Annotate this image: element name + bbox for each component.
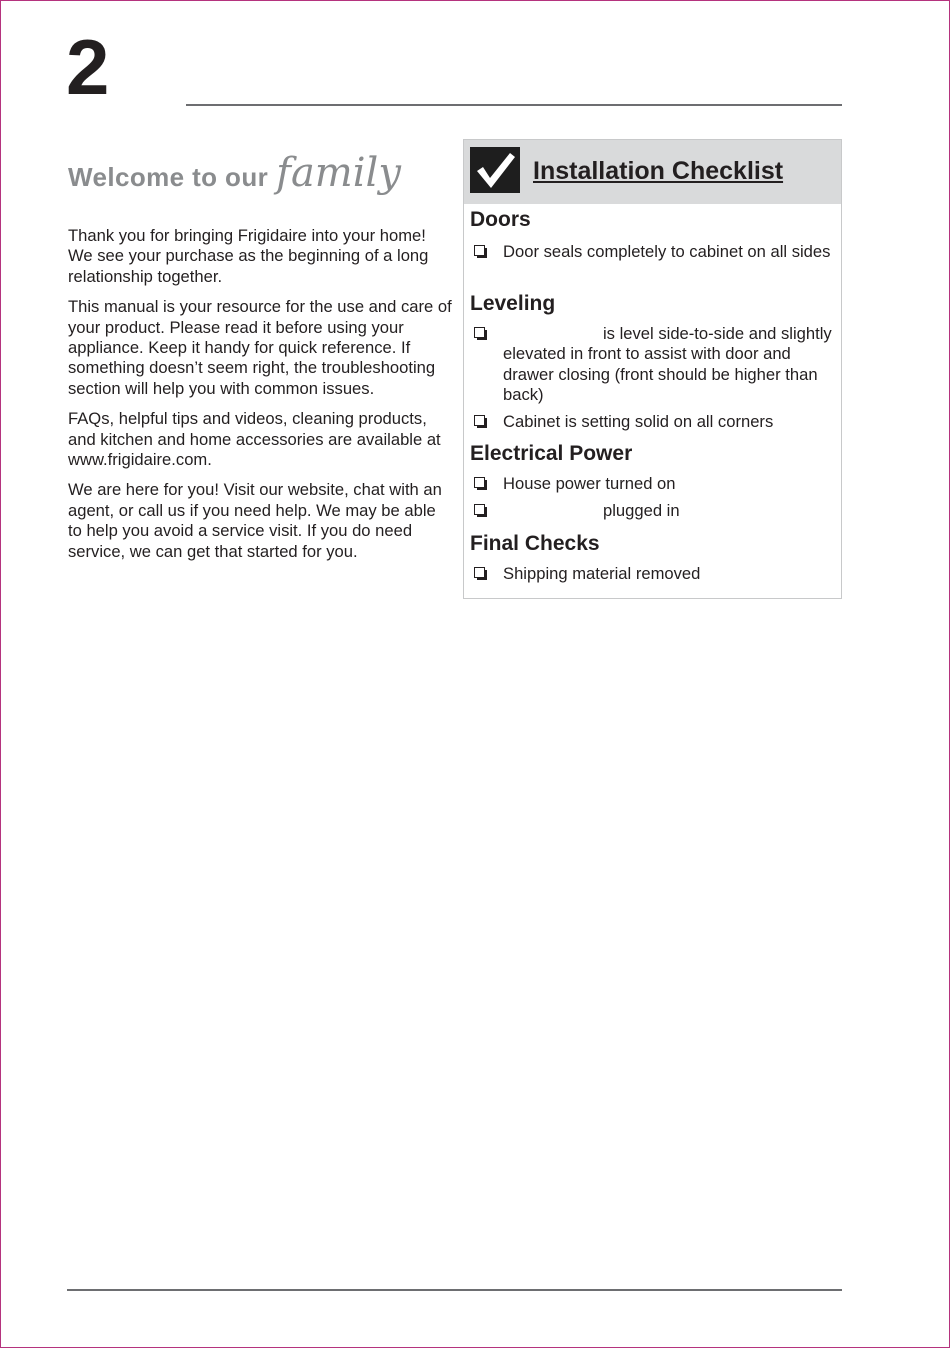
bottom-divider	[67, 1289, 842, 1291]
intro-text	[68, 226, 453, 572]
checklist-title: Installation Checklist	[533, 157, 784, 185]
section-heading-doors: Doors	[470, 208, 531, 231]
intro-paragraph: We are here for you! Visit our website, chat with an agent, or call us if you need help. We may be able to help you avoid a service visit. If you do need service, we can get that started for you.	[68, 480, 442, 561]
checklist-header	[464, 140, 841, 204]
checkbox-icon	[474, 415, 485, 426]
installation-checklist	[463, 139, 842, 599]
checkmark-icon	[470, 147, 520, 193]
checklist-item: House power turned on	[474, 474, 836, 494]
intro-paragraph: Thank you for bringing Frigidaire into your home! We see your purchase as the beginning of a long relationship together.	[68, 226, 429, 286]
intro-paragraph: This manual is your resource for the use and care of your product. Please read it before using your appliance. Keep it handy for quick reference. If something doesn’t seem right, the troubleshooting section will help you with common issues.	[68, 297, 452, 398]
section-heading-leveling: Leveling	[470, 292, 556, 315]
welcome-heading	[68, 150, 401, 220]
checkbox-icon	[474, 504, 485, 515]
welcome-script: family	[276, 150, 401, 196]
checkbox-icon	[474, 327, 485, 338]
welcome-lead: Welcome to our	[68, 162, 269, 192]
top-divider	[186, 104, 842, 106]
section-heading-electrical-power: Electrical Power	[470, 442, 633, 465]
checkbox-icon	[474, 477, 485, 488]
page-number: 2	[66, 23, 110, 111]
checklist-item: Shipping material removed	[474, 564, 836, 584]
checklist-item: Door seals completely to cabinet on all sides	[474, 242, 836, 262]
checklist-item: is level side-to-side and slightly elevated in front to assist with door and drawer closing (front should be higher than back)	[474, 324, 836, 406]
checkbox-icon	[474, 567, 485, 578]
intro-paragraph: FAQs, helpful tips and videos, cleaning products, and kitchen and home accessories are available at www.frigidaire.com.	[68, 409, 441, 470]
checklist-item: Cabinet is setting solid on all corners	[474, 412, 836, 432]
checkbox-icon	[474, 245, 485, 256]
section-heading-final-checks: Final Checks	[470, 532, 600, 555]
checklist-item: plugged in	[474, 501, 836, 521]
